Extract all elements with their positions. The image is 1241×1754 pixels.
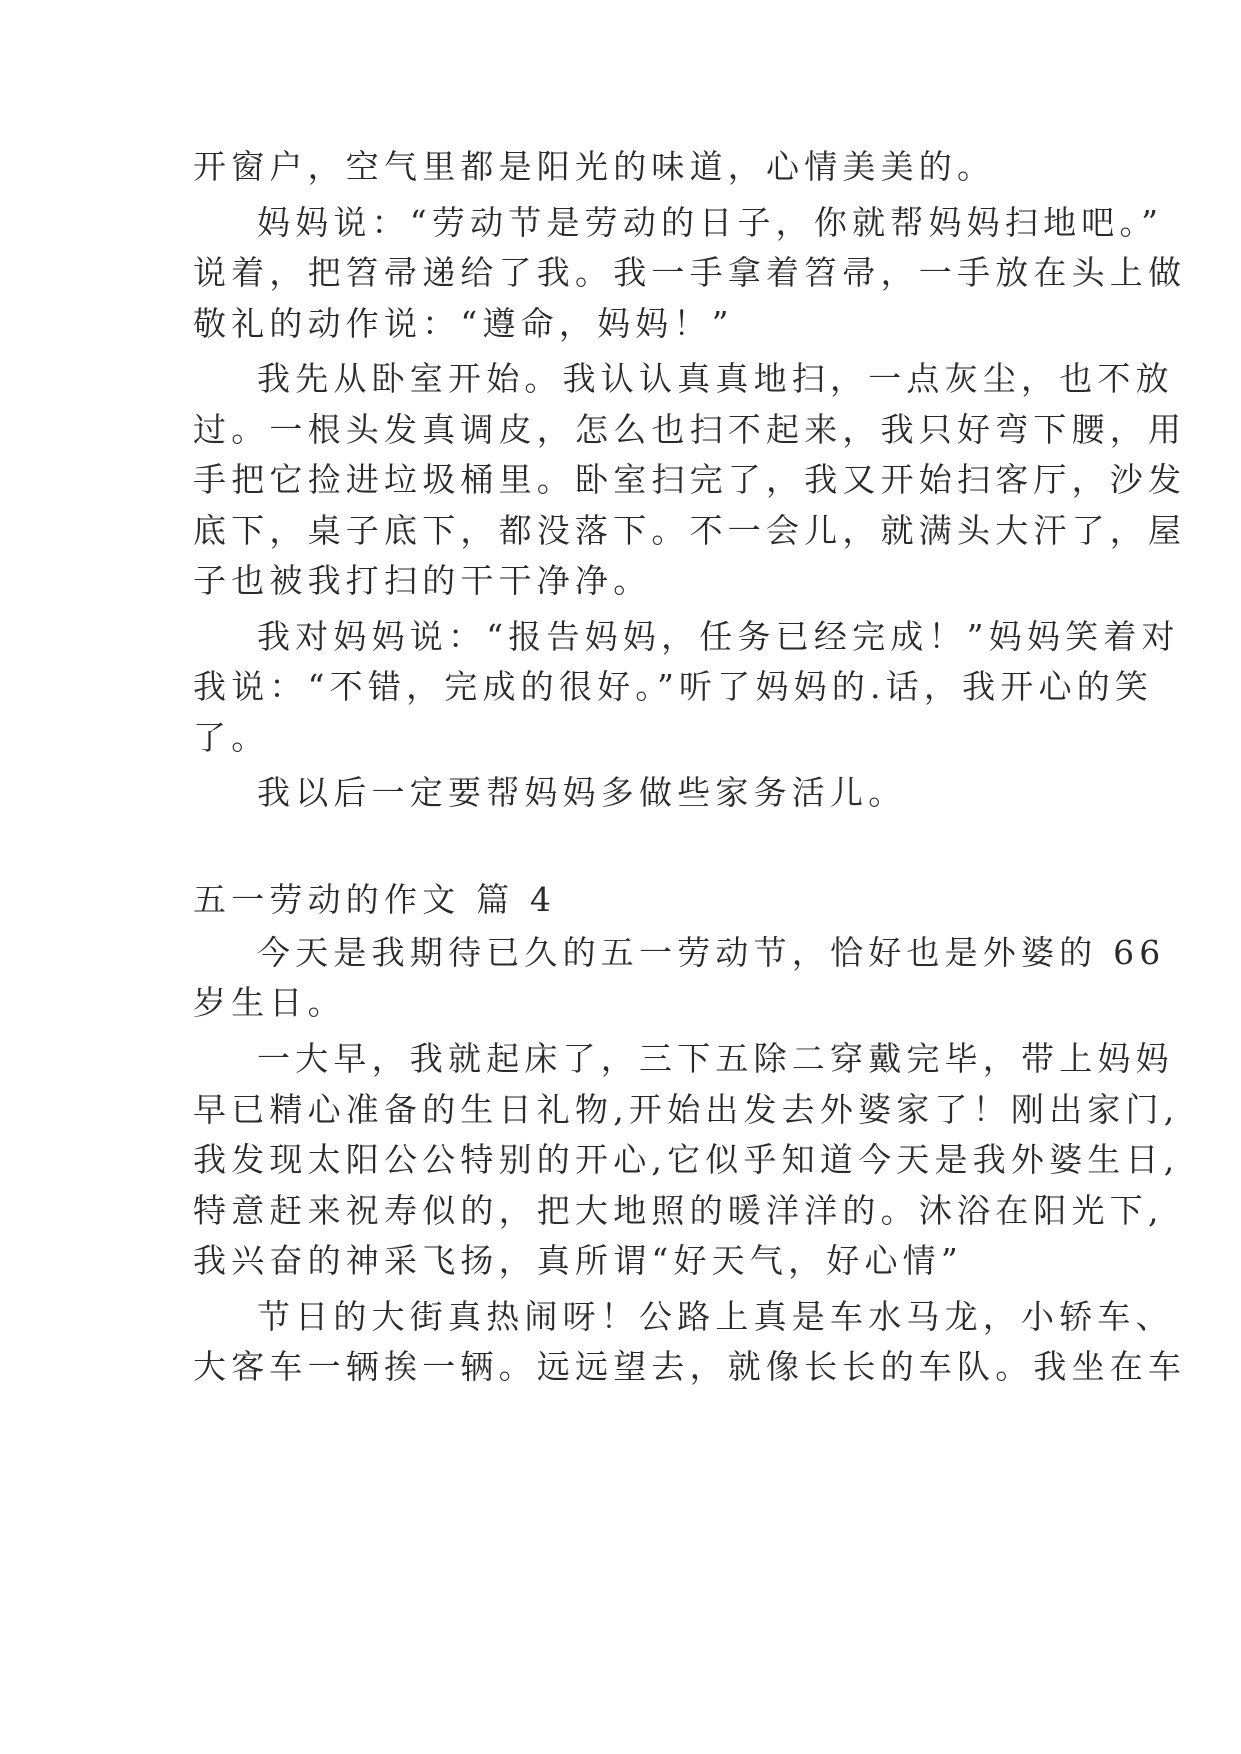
text-line: 大客车一辆挨一辆。远远望去，就像长长的车队。我坐在车 bbox=[193, 1347, 1187, 1386]
text-line: 过。一根头发真调皮，怎么也扫不起来，我只好弯下腰，用 bbox=[193, 410, 1187, 449]
text-line: 岁生日。 bbox=[193, 983, 346, 1022]
text-line: 说着，把笤帚递给了我。我一手拿着笤帚，一手放在头上做 bbox=[193, 253, 1187, 292]
text-line: 特意赶来祝寿似的，把大地照的暖洋洋的。沐浴在阳光下, bbox=[193, 1191, 1164, 1230]
paragraph-first-line: 今天是我期待已久的五一劳动节，恰好也是外婆的 66 bbox=[257, 933, 1166, 972]
section-heading: 五一劳动的作文 篇 4 bbox=[193, 880, 557, 919]
paragraph-first-line: 妈妈说：“劳动节是劳动的日子，你就帮妈妈扫地吧。” bbox=[257, 203, 1164, 242]
text-line: 底下，桌子底下，都没落下。不一会儿，就满头大汗了，屋 bbox=[193, 511, 1187, 550]
paragraph-first-line: 我以后一定要帮妈妈多做些家务活儿。 bbox=[257, 773, 907, 812]
paragraph-first-line: 我先从卧室开始。我认认真真地扫，一点灰尘，也不放 bbox=[257, 359, 1174, 398]
text-line: 我说：“不错，完成的很好。”听了妈妈的.话，我开心的笑 bbox=[193, 667, 1154, 706]
text-line: 敬礼的动作说：“遵命，妈妈！” bbox=[193, 304, 734, 343]
text-line: 开窗户，空气里都是阳光的味道，心情美美的。 bbox=[193, 147, 996, 186]
text-line: 了。 bbox=[193, 718, 270, 757]
text-line: 子也被我打扫的干干净净。 bbox=[193, 561, 652, 600]
text-line: 我发现太阳公公特别的开心,它似乎知道今天是我外婆生日, bbox=[193, 1140, 1180, 1179]
paragraph-first-line: 一大早，我就起床了，三下五除二穿戴完毕，带上妈妈 bbox=[257, 1039, 1174, 1078]
text-line: 手把它捡进垃圾桶里。卧室扫完了，我又开始扫客厅，沙发 bbox=[193, 460, 1187, 499]
paragraph-first-line: 我对妈妈说：“报告妈妈，任务已经完成！”妈妈笑着对 bbox=[257, 617, 1180, 656]
text-line: 我兴奋的神采飞扬，真所谓“好天气，好心情” bbox=[193, 1241, 963, 1280]
text-line: 早已精心准备的生日礼物,开始出发去外婆家了！刚出家门, bbox=[193, 1090, 1180, 1129]
paragraph-first-line: 节日的大街真热闹呀！公路上真是车水马龙，小轿车、 bbox=[257, 1297, 1174, 1336]
